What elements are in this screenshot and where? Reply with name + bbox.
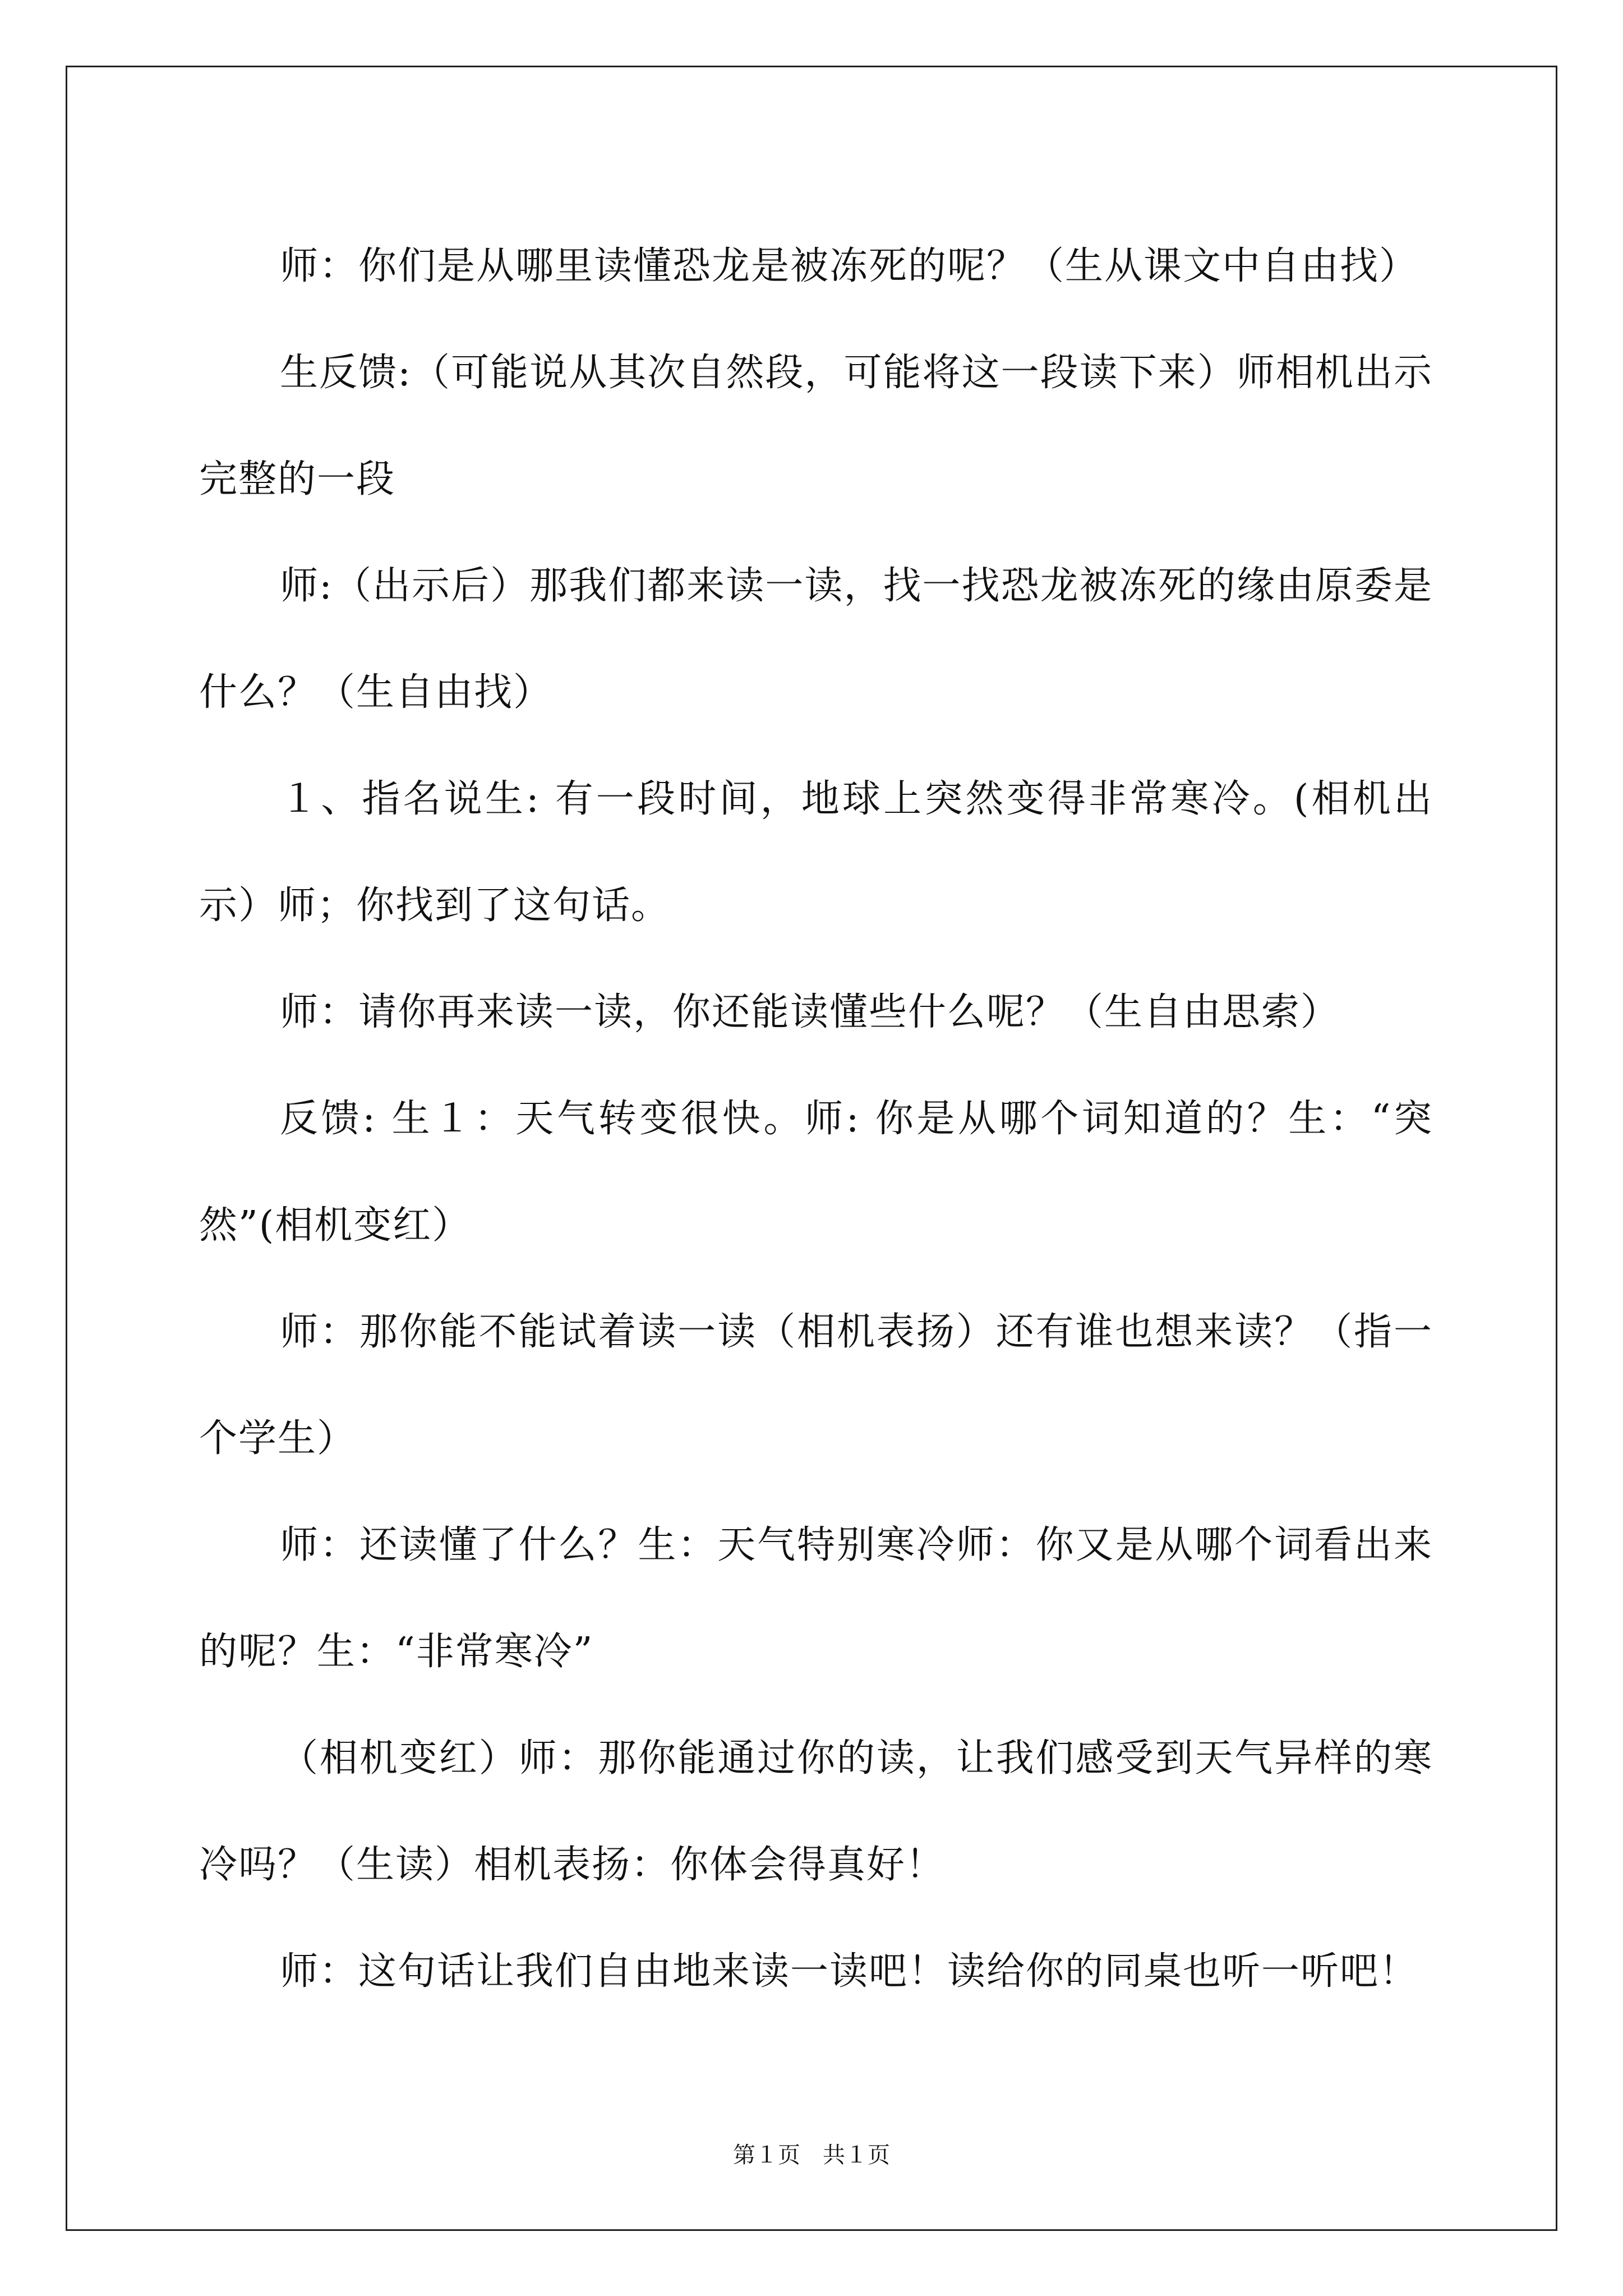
document-body: [199, 213, 1433, 2025]
paragraph-3: 师:（出示后）那我们都来读一读，找一找恐龙被冻死的缘由原委是什么？（生自由找）: [199, 564, 1433, 715]
paragraph-6: 反馈: 生１：天气转变很快。师: 你是从哪个词知道的？生：“突然”(相机变红）: [199, 1097, 1433, 1248]
paragraph-1: 师：你们是从哪里读懂恐龙是被冻死的呢？（生从课文中自由找）: [280, 244, 1419, 288]
paragraph-9: （相机变红）师：那你能通过你的读，让我们感受到天气异样的寒冷吗？（生读）相机表扬：你体会得真好！: [199, 1736, 1433, 1887]
paragraph-8: 师：还读懂了什么？生：天气特别寒冷师：你又是从哪个词看出来的呢？生：“非常寒冷”: [199, 1523, 1433, 1674]
page-number-footer: 第１页 共１页: [733, 2142, 890, 2168]
paragraph-5: 师：请你再来读一读，你还能读懂些什么呢？（生自由思索）: [280, 990, 1340, 1034]
paragraph-10: 师：这句话让我们自由地来读一读吧！读给你的同桌也听一听吧！: [280, 1949, 1419, 1994]
paragraph-7: 师：那你能不能试着读一读（相机表扬）还有谁也想来读？（指一个学生）: [199, 1310, 1433, 1461]
paragraph-2: 生反馈:（可能说从其次自然段，可能将这一段读下来）师相机出示完整的一段: [199, 351, 1433, 501]
paragraph-4: １、指名说生: 有一段时间，地球上突然变得非常寒冷。(相机出示）师；你找到了这句话。: [199, 777, 1433, 928]
